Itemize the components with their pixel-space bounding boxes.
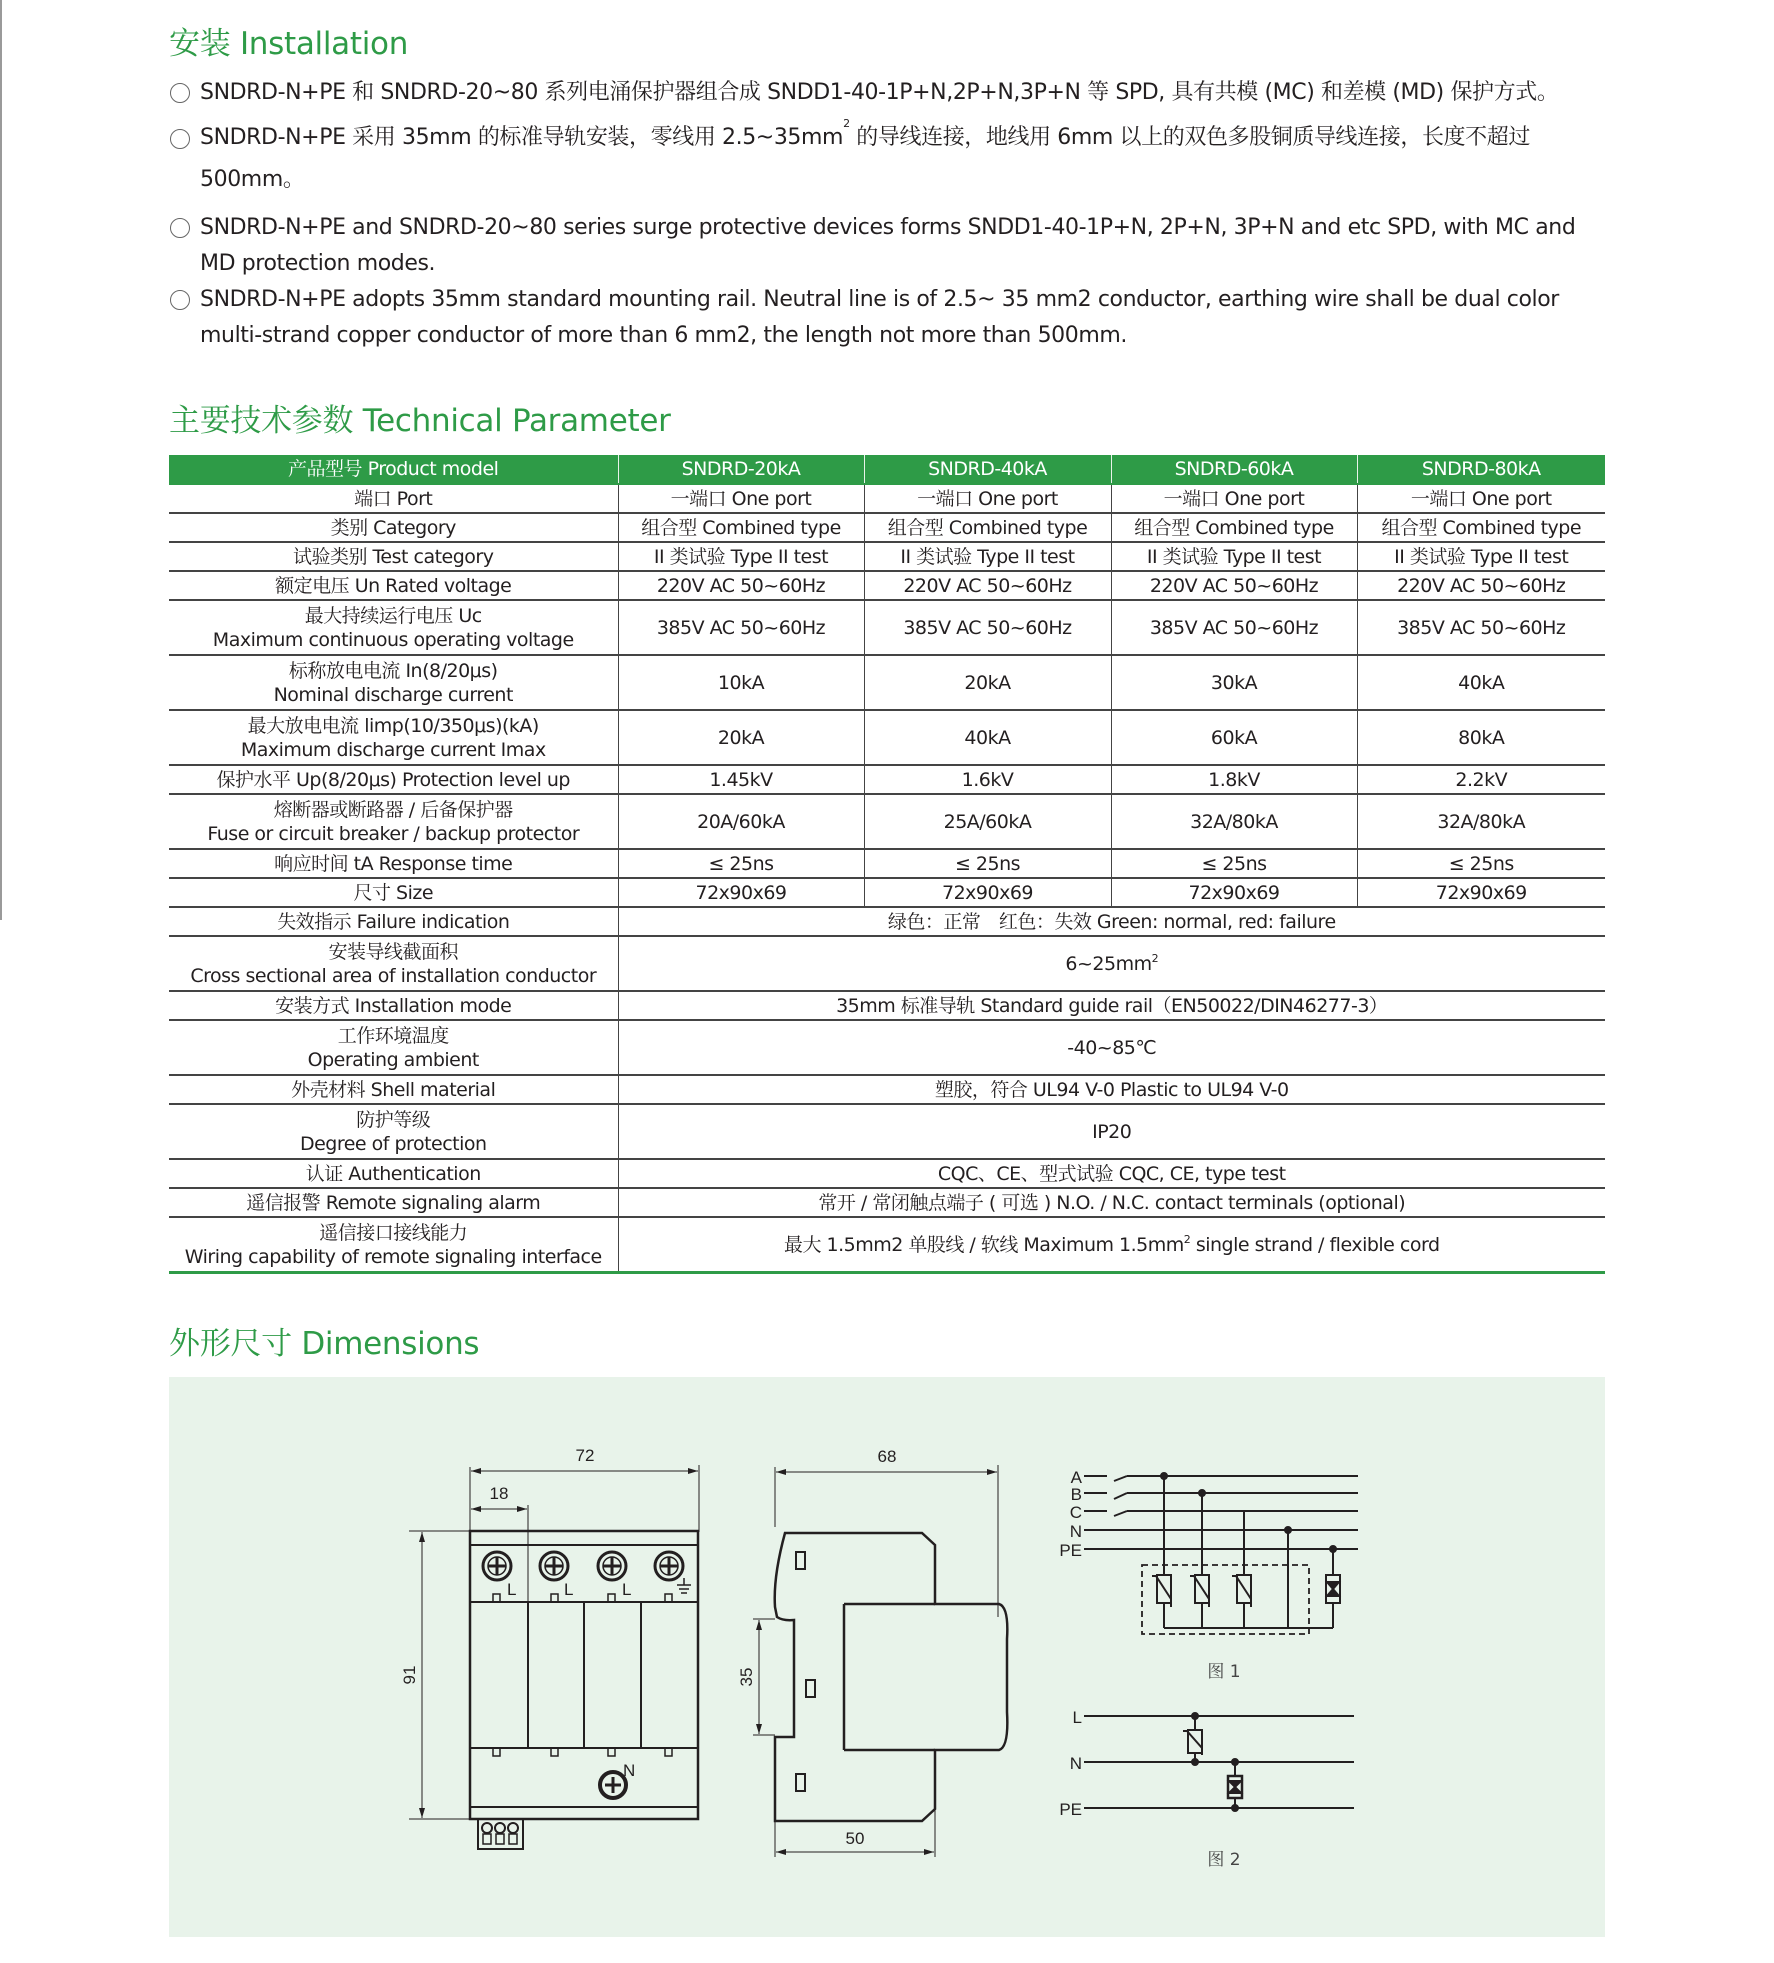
table-row xyxy=(169,710,1605,765)
bullet-item xyxy=(170,210,1610,282)
dimension-label-68: 68 xyxy=(877,1447,897,1466)
value-cell: ≤ 25ns xyxy=(864,849,1111,878)
figure-2-caption: 图 2 xyxy=(1207,1850,1241,1870)
remote-signal-connector-icon xyxy=(478,1819,523,1849)
table-row xyxy=(169,484,1605,513)
dimensions-panel xyxy=(169,1377,1605,1937)
circle-bullet-icon xyxy=(170,290,190,310)
header-cell: SNDRD-40kA xyxy=(864,455,1111,484)
merged-value-cell xyxy=(618,936,1605,991)
row-label-cell xyxy=(169,655,618,710)
terminal-label-l1: L xyxy=(507,1580,517,1599)
terminal-label-l2: L xyxy=(564,1580,574,1599)
row-label-cell xyxy=(169,710,618,765)
superscript: 2 xyxy=(1183,1232,1191,1246)
row-label-line: 响应时间 tA Response time xyxy=(274,852,513,875)
row-label-line: Maximum discharge current Imax xyxy=(240,738,546,761)
row-label-cell xyxy=(169,936,618,991)
table-row xyxy=(169,878,1605,907)
value-cell: 一端口 One port xyxy=(1111,484,1357,513)
row-label-cell xyxy=(169,1104,618,1159)
row-label-line: Cross sectional area of installation conductor xyxy=(190,964,597,987)
varistor-icon xyxy=(1190,1575,1209,1607)
value-cell: 72x90x69 xyxy=(618,878,864,907)
table-row xyxy=(169,936,1605,991)
dimension-label-35: 35 xyxy=(737,1667,756,1687)
value-cell: 220V AC 50~60Hz xyxy=(618,571,864,600)
installation-heading: 安装 Installation xyxy=(169,26,409,62)
row-label-cell xyxy=(169,1075,618,1104)
row-label-line: 保护水平 Up(8/20μs) Protection level up xyxy=(216,768,570,791)
value-text: 最大 1.5mm2 单股线 / 软线 Maximum 1.5mm xyxy=(783,1233,1184,1256)
row-label-line: 认证 Authentication xyxy=(305,1162,481,1185)
row-label-cell xyxy=(169,600,618,655)
value-text: -40~85℃ xyxy=(1067,1036,1157,1059)
value-cell: 1.6kV xyxy=(864,765,1111,794)
bullet-text-part: 的导线连接，地线用 6mm 以上的双色多股铜质导线连接，长度不超过 500mm。 xyxy=(200,125,1530,192)
value-text: CQC、CE、型式试验 CQC, CE, type test xyxy=(937,1162,1286,1185)
table-row xyxy=(169,1104,1605,1159)
value-cell: 32A/80kA xyxy=(1357,794,1605,849)
side-view xyxy=(753,1465,1007,1857)
table-row xyxy=(169,991,1605,1020)
dimension-label-18: 18 xyxy=(489,1484,509,1503)
value-cell: 220V AC 50~60Hz xyxy=(1357,571,1605,600)
value-text: 35mm 标准导轨 Standard guide rail（EN50022/DIN46277-3） xyxy=(836,994,1388,1017)
value-cell: 72x90x69 xyxy=(864,878,1111,907)
line-label-b: B xyxy=(1070,1485,1082,1504)
value-text: 绿色：正常 红色：失效 Green: normal, red: failure xyxy=(887,910,1336,933)
value-cell: 40kA xyxy=(1357,655,1605,710)
line-label-pe: PE xyxy=(1059,1541,1082,1560)
row-label-line: Fuse or circuit breaker / backup protector xyxy=(207,822,580,845)
value-cell: 40kA xyxy=(864,710,1111,765)
line-label-a: A xyxy=(1070,1468,1082,1487)
row-label-cell xyxy=(169,1188,618,1217)
merged-value-cell xyxy=(618,991,1605,1020)
row-label-line: 熔断器或断路器 / 后备保护器 xyxy=(273,798,513,821)
merged-value-cell xyxy=(618,1188,1605,1217)
row-label-line: 试验类别 Test category xyxy=(293,545,494,568)
table-row xyxy=(169,513,1605,542)
table-row xyxy=(169,907,1605,936)
terminal-screw-icon xyxy=(655,1552,683,1580)
row-label-line: 安装导线截面积 xyxy=(328,940,458,963)
row-label-line: Maximum continuous operating voltage xyxy=(212,628,574,651)
value-cell: ≤ 25ns xyxy=(1357,849,1605,878)
side-view-labels xyxy=(737,1447,896,1848)
table-row xyxy=(169,1075,1605,1104)
header-cell: SNDRD-80kA xyxy=(1357,455,1605,484)
spec-table-body xyxy=(169,484,1605,1273)
row-label-line: 类别 Category xyxy=(330,516,456,539)
merged-value-cell xyxy=(618,1104,1605,1159)
value-cell: ≤ 25ns xyxy=(618,849,864,878)
terminal-screw-icon xyxy=(598,1552,626,1580)
row-label-line: 端口 Port xyxy=(354,487,433,510)
row-label-cell xyxy=(169,765,618,794)
merged-value-cell xyxy=(618,1020,1605,1075)
line-label-c: C xyxy=(1069,1503,1082,1522)
value-text: 塑胶，符合 UL94 V-0 Plastic to UL94 V-0 xyxy=(934,1078,1289,1101)
front-view-labels xyxy=(400,1446,635,1780)
dimensions-heading: 外形尺寸 Dimensions xyxy=(169,1326,480,1362)
value-cell: 72x90x69 xyxy=(1111,878,1357,907)
table-row xyxy=(169,571,1605,600)
superscript: 2 xyxy=(843,117,850,130)
value-cell: 一端口 One port xyxy=(864,484,1111,513)
row-label-cell xyxy=(169,571,618,600)
dimension-label-50: 50 xyxy=(845,1829,865,1848)
value-cell: 组合型 Combined type xyxy=(864,513,1111,542)
value-cell: ≤ 25ns xyxy=(1111,849,1357,878)
table-row xyxy=(169,849,1605,878)
value-cell: 25A/60kA xyxy=(864,794,1111,849)
row-label-line: Nominal discharge current xyxy=(273,683,513,706)
value-text: 常开 / 常闭触点端子 ( 可选 ) N.O. / N.C. contact terminals (optional) xyxy=(818,1191,1406,1214)
value-cell: II 类试验 Type II test xyxy=(1357,542,1605,571)
line-label-n: N xyxy=(1069,1754,1082,1773)
gas-discharge-tube-icon xyxy=(1228,1776,1242,1798)
table-row xyxy=(169,655,1605,710)
line-label-n: N xyxy=(1069,1522,1082,1541)
row-label-line: 外壳材料 Shell material xyxy=(291,1078,496,1101)
line-label-pe: PE xyxy=(1059,1800,1082,1819)
merged-value-cell xyxy=(618,1217,1605,1273)
circle-bullet-icon xyxy=(170,129,190,149)
header-cell: SNDRD-60kA xyxy=(1111,455,1357,484)
merged-value-cell xyxy=(618,907,1605,936)
row-label-cell xyxy=(169,513,618,542)
row-label-line: 失效指示 Failure indication xyxy=(277,910,510,933)
row-label-line: 标称放电电流 In(8/20μs) xyxy=(288,659,498,682)
table-row xyxy=(169,1159,1605,1188)
installation-cn xyxy=(170,75,1610,201)
value-cell: 一端口 One port xyxy=(1357,484,1605,513)
value-cell: 220V AC 50~60Hz xyxy=(1111,571,1357,600)
header-cell: 产品型号 Product model xyxy=(169,455,618,484)
row-label-line: 最大放电电流 limp(10/350μs)(kA) xyxy=(247,714,539,737)
row-label-line: 遥信报警 Remote signaling alarm xyxy=(246,1191,541,1214)
row-label-cell xyxy=(169,794,618,849)
spec-table xyxy=(169,455,1605,1274)
figure-1-caption: 图 1 xyxy=(1207,1662,1241,1682)
row-label-line: 工作环境温度 xyxy=(337,1024,449,1047)
row-label-line: 额定电压 Un Rated voltage xyxy=(275,574,512,597)
row-label-line: 防护等级 xyxy=(356,1108,431,1131)
table-row xyxy=(169,1217,1605,1273)
value-cell: 组合型 Combined type xyxy=(1357,513,1605,542)
value-cell: 385V AC 50~60Hz xyxy=(618,600,864,655)
terminal-screw-icon xyxy=(540,1552,568,1580)
dimensions-drawing xyxy=(169,1377,1605,1937)
neutral-label: N xyxy=(623,1761,636,1780)
value-text: IP20 xyxy=(1092,1120,1132,1143)
bullet-item xyxy=(170,282,1610,354)
value-cell: 385V AC 50~60Hz xyxy=(1111,600,1357,655)
terminal-screw-icon xyxy=(483,1552,511,1580)
row-label-line: Degree of protection xyxy=(299,1132,487,1155)
value-cell: 385V AC 50~60Hz xyxy=(1357,600,1605,655)
row-label-cell xyxy=(169,907,618,936)
value-cell: 1.45kV xyxy=(618,765,864,794)
value-cell: 一端口 One port xyxy=(618,484,864,513)
bullet-item xyxy=(170,117,1610,201)
bullet-text: SNDRD-N+PE 和 SNDRD-20~80 系列电涌保护器组合成 SNDD1-40-1P+N,2P+N,3P+N 等 SPD, 具有共模 (MC) 和差模 (MD) 保护方式。 xyxy=(200,80,1559,105)
value-text: 6~25mm xyxy=(1065,952,1152,975)
header-cell: SNDRD-20kA xyxy=(618,455,864,484)
figure-2-labels xyxy=(1059,1708,1240,1870)
terminal-label-l3: L xyxy=(622,1580,632,1599)
table-row xyxy=(169,794,1605,849)
circle-bullet-icon xyxy=(170,218,190,238)
page-edge-line xyxy=(0,0,2,920)
row-label-cell xyxy=(169,849,618,878)
table-row xyxy=(169,1020,1605,1075)
value-text: single strand / flexible cord xyxy=(1190,1233,1440,1256)
superscript: 2 xyxy=(1151,951,1159,965)
value-cell: 20kA xyxy=(864,655,1111,710)
value-cell: 20kA xyxy=(618,710,864,765)
row-label-cell xyxy=(169,542,618,571)
bullet-text-part: SNDRD-N+PE 采用 35mm 的标准导轨安装，零线用 2.5~35mm xyxy=(200,125,844,150)
row-label-cell xyxy=(169,1159,618,1188)
merged-value-cell xyxy=(618,1075,1605,1104)
row-label-cell xyxy=(169,878,618,907)
value-cell: II 类试验 Type II test xyxy=(1111,542,1357,571)
value-cell: 80kA xyxy=(1357,710,1605,765)
row-label-line: 遥信接口接线能力 xyxy=(319,1221,468,1244)
side-profile-outline xyxy=(775,1533,1008,1821)
row-label-line: Operating ambient xyxy=(307,1048,479,1071)
figure-1-labels xyxy=(1059,1468,1240,1682)
installation-en xyxy=(170,210,1610,354)
table-row xyxy=(169,1188,1605,1217)
table-row xyxy=(169,542,1605,571)
figure-1-wiring-diagram xyxy=(1084,1473,1358,1634)
varistor-icon xyxy=(1152,1575,1171,1607)
value-cell: 组合型 Combined type xyxy=(1111,513,1357,542)
dimension-label-91: 91 xyxy=(400,1665,419,1685)
merged-value-cell xyxy=(618,1159,1605,1188)
row-label-line: Wiring capability of remote signaling interface xyxy=(184,1245,602,1268)
value-cell: 20A/60kA xyxy=(618,794,864,849)
row-label-cell xyxy=(169,1217,618,1273)
front-view xyxy=(409,1465,699,1849)
dimension-label-72: 72 xyxy=(575,1446,595,1465)
value-cell: 220V AC 50~60Hz xyxy=(864,571,1111,600)
value-cell: II 类试验 Type II test xyxy=(864,542,1111,571)
technical-heading: 主要技术参数 Technical Parameter xyxy=(169,403,671,439)
table-header-row xyxy=(169,455,1605,484)
table-row xyxy=(169,600,1605,655)
figure-2-wiring-diagram xyxy=(1084,1713,1354,1811)
gas-discharge-tube-icon xyxy=(1326,1575,1340,1603)
value-cell: 72x90x69 xyxy=(1357,878,1605,907)
bullet-item xyxy=(170,75,1610,111)
table-row xyxy=(169,765,1605,794)
circle-bullet-icon xyxy=(170,83,190,103)
row-label-cell xyxy=(169,1020,618,1075)
bullet-text xyxy=(200,117,1610,201)
row-label-line: 尺寸 Size xyxy=(353,881,434,904)
row-label-cell xyxy=(169,484,618,513)
line-label-l: L xyxy=(1072,1708,1082,1727)
value-cell: II 类试验 Type II test xyxy=(618,542,864,571)
row-label-cell xyxy=(169,991,618,1020)
value-cell: 30kA xyxy=(1111,655,1357,710)
varistor-icon xyxy=(1232,1575,1251,1607)
row-label-line: 安装方式 Installation mode xyxy=(275,994,512,1017)
value-cell: 组合型 Combined type xyxy=(618,513,864,542)
bullet-text: SNDRD-N+PE and SNDRD-20~80 series surge protective devices forms SNDD1-40-1P+N, 2P+N, 3P+N and etc SPD, with MC and MD protection modes. xyxy=(200,215,1576,276)
bullet-text: SNDRD-N+PE adopts 35mm standard mounting rail. Neutral line is of 2.5~ 35 mm2 conductor, earthing wire shall be dual color multi-strand copper conductor of more than 6 mm2, the length not more than 500mm. xyxy=(200,287,1559,348)
value-cell: 60kA xyxy=(1111,710,1357,765)
value-cell: 1.8kV xyxy=(1111,765,1357,794)
ground-symbol-icon xyxy=(677,1578,691,1593)
varistor-icon xyxy=(1183,1730,1202,1755)
value-cell: 32A/80kA xyxy=(1111,794,1357,849)
row-label-line: 最大持续运行电压 Uc xyxy=(304,604,482,627)
value-cell: 2.2kV xyxy=(1357,765,1605,794)
value-cell: 10kA xyxy=(618,655,864,710)
value-cell: 385V AC 50~60Hz xyxy=(864,600,1111,655)
